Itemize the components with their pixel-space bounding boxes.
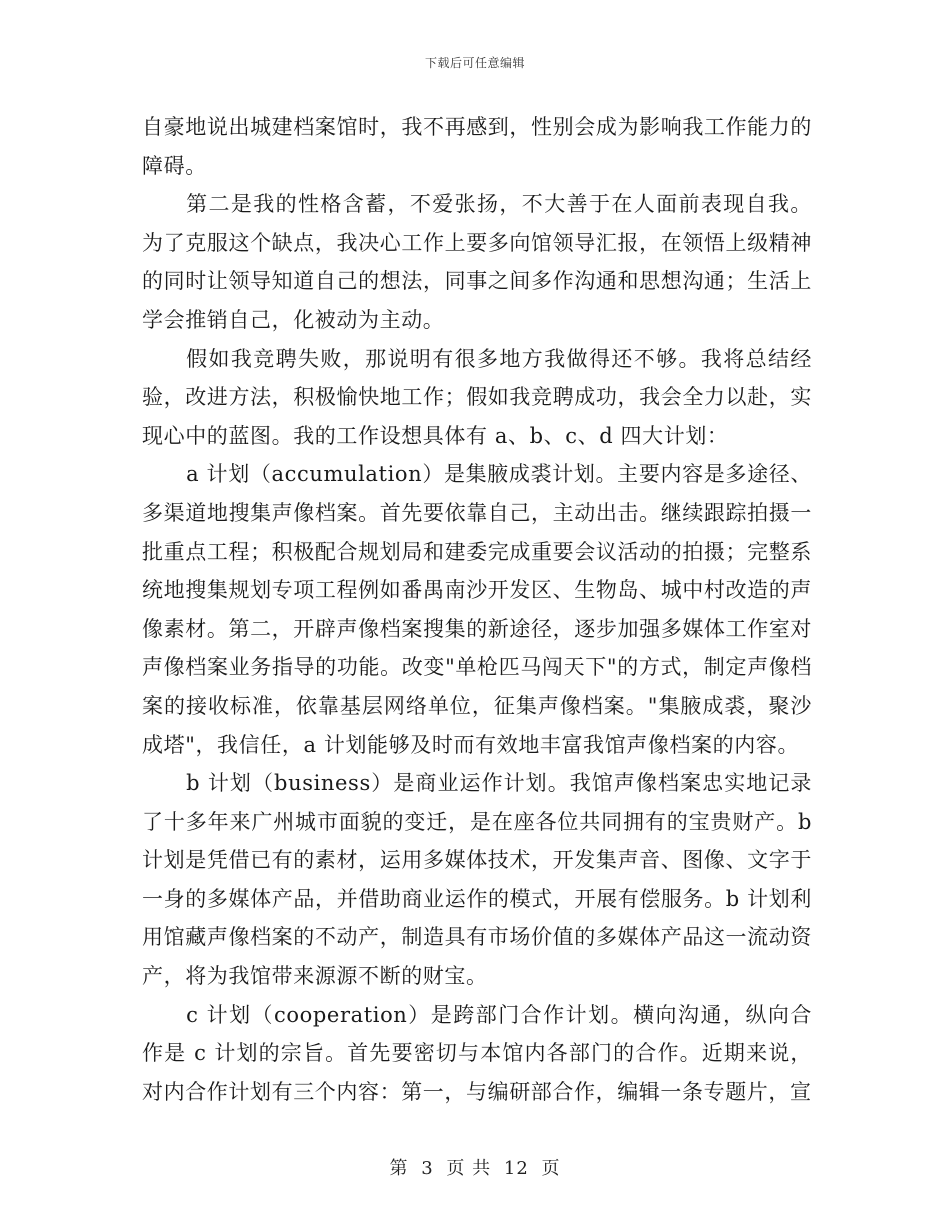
paragraph-continuation: 自豪地说出城建档案馆时，我不再感到，性别会成为影响我工作能力的障碍。 — [142, 115, 812, 178]
footer-suffix: 页 — [541, 1158, 561, 1179]
body-text — [142, 108, 812, 1111]
footer-prefix: 第 — [389, 1158, 409, 1179]
footer-total-pages: 12 — [503, 1158, 529, 1179]
page-header: 下载后可任意编辑 — [424, 56, 525, 70]
footer-middle: 页 共 — [446, 1158, 492, 1179]
page-footer — [0, 1154, 950, 1180]
paragraph-plan-c: c 计划（cooperation）是跨部门合作计划。横向沟通，纵向合作是 c 计划的宗旨。首先要密切与本馆内各部门的合作。近期来说，对内合作计划有三个内容：第一，与编研部合作，编辑一条专题片，宣 — [142, 1002, 812, 1104]
paragraph-personality: 第二是我的性格含蓄，不爱张扬，不大善于在人面前表现自我。为了克服这个缺点，我决心工作上要多向馆领导汇报，在领悟上级精神的同时让领导知道自己的想法，同事之间多作沟通和思想沟通；生活上学会推销自己，化被动为主动。 — [142, 192, 812, 332]
paragraph-plans-intro: 假如我竞聘失败，那说明有很多地方我做得还不够。我将总结经验，改进方法，积极愉快地工作；假如我竞聘成功，我会全力以赴，实现心中的蓝图。我的工作设想具体有 a、b、c、d 四大计划： — [142, 346, 812, 448]
paragraph-plan-a: a 计划（accumulation）是集腋成裘计划。主要内容是多途径、多渠道地搜集声像档案。首先要依靠自己，主动出击。继续跟踪拍摄一批重点工程；积极配合规划局和建委完成重要会议活动的拍摄；完整系统地搜集规划专项工程例如番禺南沙开发区、生物岛、城中村改造的声像素材。第二，开辟声像档案搜集的新途径，逐步加强多媒体工作室对声像档案业务指导的功能。改变"单枪匹马闯天下"的方式，制定声像档案的接收标准，依靠基层网络单位，征集声像档案。"集腋成裘，聚沙成塔"，我信任，a 计划能够及时而有效地丰富我馆声像档案的内容。 — [142, 462, 812, 757]
footer-current-page: 3 — [421, 1158, 434, 1179]
paragraph-plan-b: b 计划（business）是商业运作计划。我馆声像档案忠实地记录了十多年来广州城市面貌的变迁，是在座各位共同拥有的宝贵财产。b 计划是凭借已有的素材，运用多媒体技术，开发集声音、图像、文字于一身的多媒体产品，并借助商业运作的模式，开展有偿服务。b 计划利用馆藏声像档案的不动产，制造具有市场价值的多媒体产品这一流动资产，将为我馆带来源源不断的财宝。 — [142, 771, 812, 989]
